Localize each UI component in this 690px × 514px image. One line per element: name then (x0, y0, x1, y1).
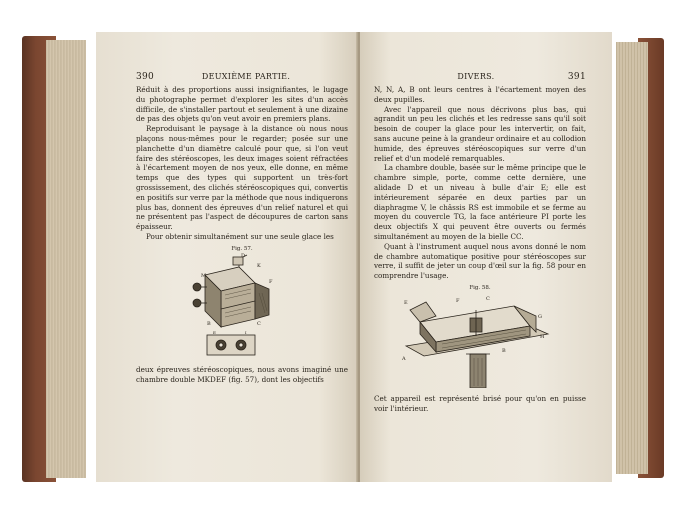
right-body-text (374, 85, 586, 281)
fig58-letter: H (540, 333, 545, 340)
right-paragraph: Avec l'appareil que nous décrivons plus bas, qui agrandit un peu les clichés et les redresse sans qu'il soit besoin de couper la glace pour les intervertir, on fait, sans aucune peine à la grandeur ordinaire et au collodion humide, des épreuves stéréoscopiques sur verre d'un relief et d'un modelé remarquables. (374, 104, 586, 163)
fig57-letter: I (245, 329, 247, 335)
fig58-letter: G (538, 313, 542, 320)
fig57-letter: C (257, 320, 261, 327)
fig58-letter: F (456, 297, 460, 304)
fig57-letter: E (213, 329, 216, 335)
fig57-letter: B (207, 320, 211, 327)
right-running-head (374, 72, 586, 82)
fig57-letter: D (241, 252, 246, 259)
left-paragraph: Pour obtenir simultanément sur une seule glace les (146, 231, 334, 241)
fig57-letter: M (201, 272, 207, 279)
right-paragraph: La chambre double, basée sur le même principe que le chambre simple, porte, comme cette dernière, une alidade D et un niveau à bulle d'air E; elle est intérieurement séparée en deux parties par un diaphragme V, le châssis RS est immobile et se ferme au moyen du couvercle TG, la face antérieure PI porte les deux objectifs X qui peuvent être ouverts ou fermés simultanément au moyen de la bielle CC. (374, 163, 586, 241)
left-bottom-paragraph: deux épreuves stéréoscopiques, nous avons imaginé une chambre double MKDEF (fig. 57), dont les objectifs (136, 364, 348, 384)
right-page-number: 391 (567, 72, 586, 82)
figure-57-double-camera (177, 253, 307, 359)
right-paragraph: Quant à l'instrument auquel nous avons donné le nom de chambre automatique positive pour stéréoscopes sur verre, il suffit de jeter un coup d'œil sur la fig. 58 pour en comprendre l'usage. (374, 241, 586, 281)
fig57-letter: K (257, 262, 261, 269)
right-head-title: DIVERS. (457, 72, 495, 81)
fig58-letter: C (486, 295, 490, 302)
page-edges-left (46, 40, 86, 478)
left-paragraph: Reproduisant le paysage à la distance où nous nous plaçons nous-mêmes pour le regarder; posée sur une planchette d'un diamètre calculé pour que, si l'on veut faire des stéréoscopes, les deux images soient réfractées à l'écartement moyen de nos yeux, elle donne, en même temps que des types qui supportent un très-fort grossissement, des clichés stéréoscopiques qui, convertis en positifs sur verre par la méthode que nous indiquerons plus bas, donnent des épreuves d'un relief naturel et qui ne présentent pas l'aspect de découpures de carton sans épaisseur. (136, 124, 348, 232)
right-page (360, 32, 612, 482)
left-body-text (136, 85, 348, 242)
fig58-letter: E (404, 299, 408, 306)
left-page (96, 32, 358, 482)
figure-58-label: Fig. 58. (469, 284, 491, 291)
page-edges-right (616, 42, 648, 474)
fig58-letter: B (502, 347, 506, 354)
figure-58-positive-camera (390, 292, 570, 388)
fig57-letter: F (269, 278, 273, 285)
left-running-head (136, 72, 348, 82)
right-bottom-text (374, 394, 586, 414)
fig58-letter: A (402, 355, 406, 362)
left-page-number: 390 (136, 72, 155, 82)
right-paragraph: N, N, A, B ont leurs centres à l'écartement moyen des deux pupilles. (374, 85, 586, 104)
open-book (22, 28, 664, 486)
figure-57-label: Fig. 57. (231, 245, 253, 252)
left-paragraph: Réduit à des proportions aussi insignifiantes, le lugage du photographe permet d'explorer les sites d'un accès difficile, de s'installer partout et seulement à une dizaine de pas des objets qu'on veut avoir en premiers plans. (136, 85, 348, 124)
left-head-title: DEUXIÈME PARTIE. (201, 72, 291, 81)
left-bottom-text (136, 365, 348, 385)
right-bottom-paragraph: Cet appareil est représenté brisé pour qu'on en puisse voir l'intérieur. (374, 393, 586, 413)
